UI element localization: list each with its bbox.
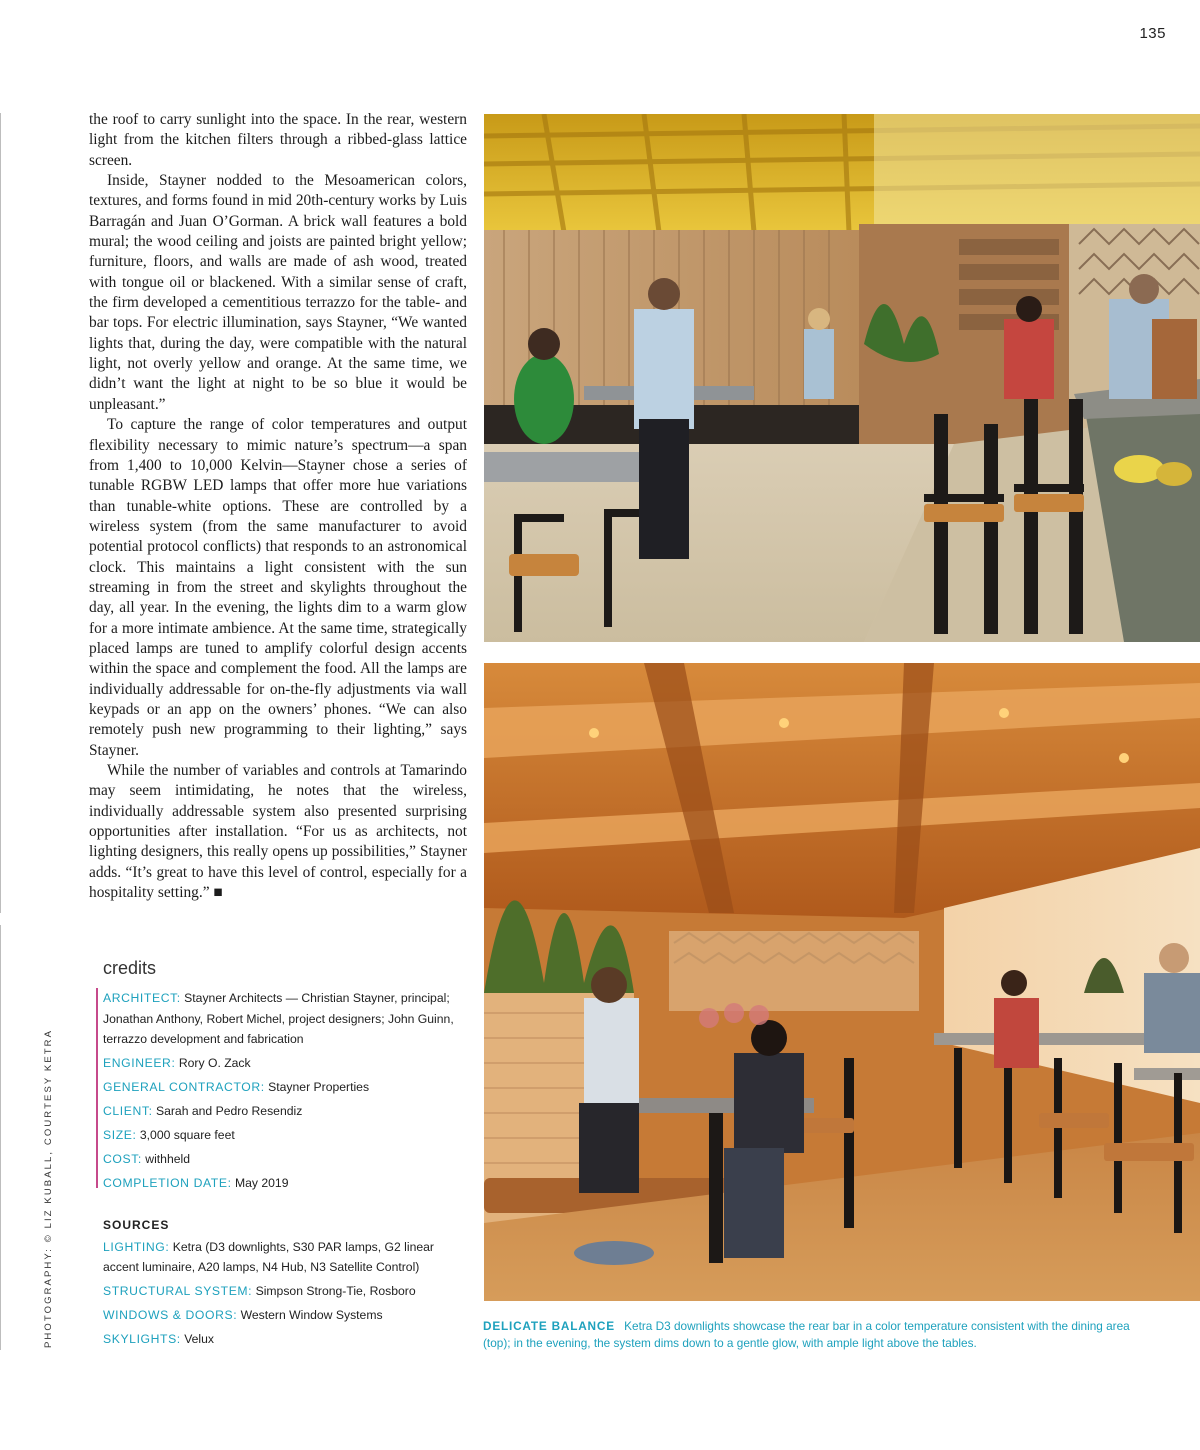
credit-label: SIZE:	[103, 1128, 137, 1142]
credit-value: Sarah and Pedro Resendiz	[155, 1104, 303, 1118]
article-paragraph: To capture the range of color temperatures and output flexibility necessary to mimic nature’s spectrum—a span from 1,400 to 10,000 Kelvin—Stayner chose a series of tunable RGBW LED lamps that offer more hue variations than tunable-white options. These are controlled by a wireless system (from the same manufacturer to avoid potential protocol conflicts) that responds to an astronomical clock. This maintains a light consistent with the sun streaming in from the street and skylights throughout the day, all year. In the evening, the lights dim to a warm glow for a more intimate ambience. At the same time, strategically placed lamps are tuned to amplify colorful design accents within the space and complement the food. All the lamps are individually addressable for on-the-fly adjustments via wall keypads or an app on the owners’ phones. “We can also remotely push new programming to their lighting,” says Stayner.	[89, 416, 467, 759]
credit-general-contractor	[103, 1077, 473, 1098]
source-label: LIGHTING:	[103, 1239, 170, 1254]
article-paragraph: Inside, Stayner nodded to the Mesoamerican colors, textures, and forms found in mid 20th-century works by Luis Barragán and Juan O’Gorman. A brick wall features a bold mural; the wood ceiling and joists are painted bright yellow; furniture, floors, and walls are made of ash wood, treated with tongue oil or blackened. With a similar sense of craft, the firm developed a cementitious terrazzo for the table- and bar tops. For electric illumination, says Stayner, “We wanted lights that, during the day, were compatible with the natural light, not overly yellow and orange. At the same time, we didn’t want the light at night to be so blue it would be unpleasant.”	[89, 172, 467, 413]
restaurant-photo-day	[484, 114, 1200, 642]
margin-rule	[0, 113, 1, 913]
credit-label: ARCHITECT:	[103, 991, 181, 1005]
source-value: Velux	[184, 1332, 215, 1346]
source-label: STRUCTURAL SYSTEM:	[103, 1284, 253, 1298]
source-lighting	[103, 1237, 473, 1278]
credit-architect	[103, 988, 473, 1050]
credit-label: CLIENT:	[103, 1104, 153, 1118]
restaurant-photo-evening-illustration	[484, 663, 1200, 1301]
credit-value: May 2019	[234, 1176, 289, 1190]
credit-value: 3,000 square feet	[139, 1128, 235, 1142]
source-windows-doors	[103, 1305, 473, 1326]
credit-cost	[103, 1149, 473, 1170]
photo-caption	[483, 1318, 1143, 1351]
article-paragraph: While the number of variables and controls at Tamarindo may seem intimidating, he notes that the wireless, individually addressable system also presented surprising opportunities after installation. “For us as architects, not lighting designers, this really opens up possibilities,” Stayner adds. “It’s great to have this level of control, especially for a hospitality setting.” ■	[89, 762, 467, 902]
credit-completion-date	[103, 1173, 473, 1194]
credit-client	[103, 1101, 473, 1122]
margin-rule-lower	[0, 925, 1, 1350]
restaurant-photo-day-illustration	[484, 114, 1200, 642]
source-label: WINDOWS & DOORS:	[103, 1308, 238, 1322]
source-label: SKYLIGHTS:	[103, 1332, 181, 1346]
credit-value: Rory O. Zack	[178, 1056, 251, 1070]
caption-text: Ketra D3 downlights showcase the rear bar in a color temperature consistent with the dining area (top); in the evening, the system dims down to a gentle glow, with ample light above the tables.	[483, 1319, 1130, 1350]
source-value: Simpson Strong-Tie, Rosboro	[255, 1284, 416, 1298]
credit-size	[103, 1125, 473, 1146]
credits-title: credits	[103, 958, 157, 978]
credit-label: COMPLETION DATE:	[103, 1176, 232, 1190]
credit-engineer	[103, 1053, 473, 1074]
credit-value: withheld	[145, 1152, 190, 1166]
credit-label: ENGINEER:	[103, 1056, 176, 1070]
caption-heading: DELICATE BALANCE	[483, 1319, 615, 1333]
source-value: Ketra (D3 downlights, S30 PAR lamps, G2 linear accent luminaire, A20 lamps, N4 Hub, N3 Satellite Control)	[103, 1239, 434, 1274]
credit-value: Stayner Properties	[268, 1080, 370, 1094]
credit-label: GENERAL CONTRACTOR:	[103, 1080, 265, 1094]
sources-title: SOURCES	[103, 1217, 170, 1232]
source-structural-system	[103, 1281, 473, 1302]
article-body	[89, 110, 467, 903]
credit-label: COST:	[103, 1152, 142, 1166]
source-value: Western Window Systems	[240, 1308, 383, 1322]
source-skylights	[103, 1329, 473, 1350]
credit-value: Stayner Architects — Christian Stayner, principal; Jonathan Anthony, Robert Michel, project designers; John Guinn, terrazzo development and fabrication	[103, 991, 454, 1046]
credits-accent-bar	[96, 988, 98, 1188]
page-number: 135	[1139, 25, 1166, 42]
article-paragraph: the roof to carry sunlight into the space. In the rear, western light from the kitchen filters through a ribbed-glass lattice screen.	[89, 111, 467, 169]
restaurant-photo-evening	[484, 663, 1200, 1301]
photo-credit: PHOTOGRAPHY: © LIZ KUBALL, COURTESY KETRA	[43, 1028, 54, 1348]
credits-box	[103, 958, 473, 1353]
